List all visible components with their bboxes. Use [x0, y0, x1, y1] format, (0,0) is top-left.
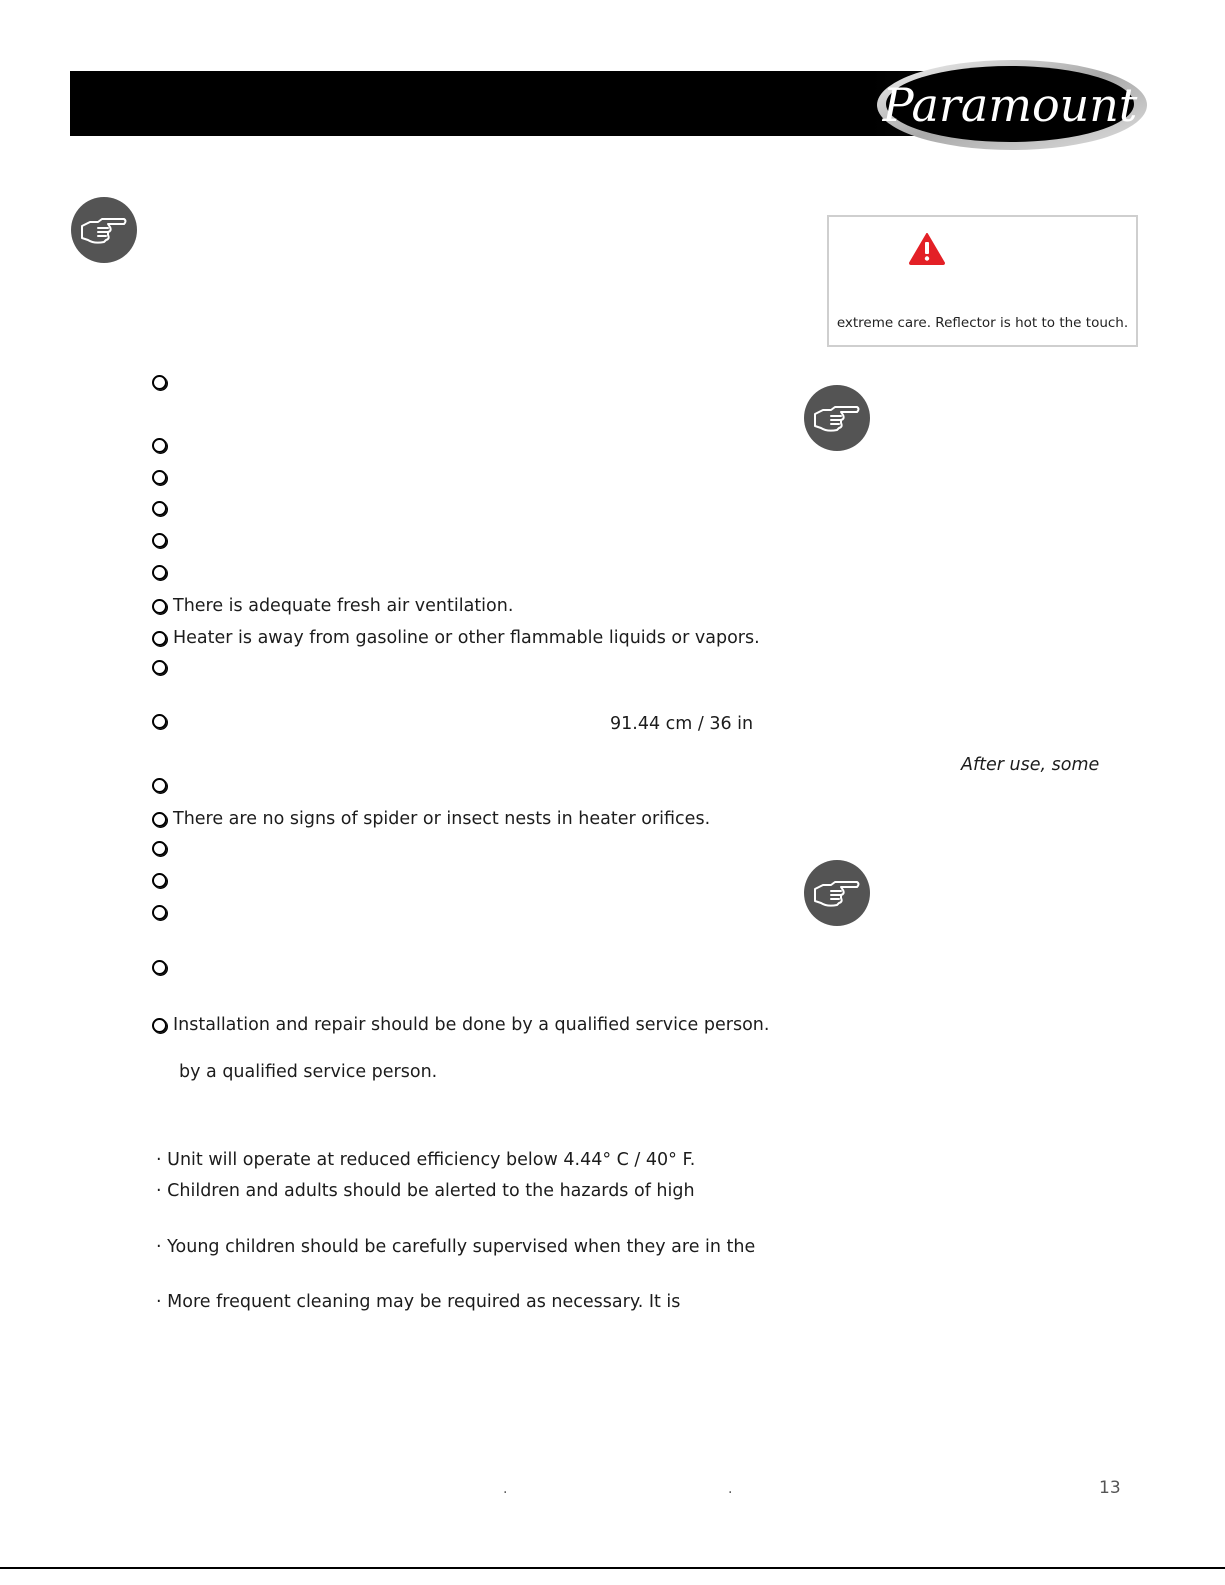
checkbox-ring-icon	[152, 812, 167, 827]
paramount-logo	[875, 58, 1150, 153]
warning-triangle-icon	[909, 233, 945, 265]
note-text: Unit will operate at reduced efficiency below 4.44° C / 40° F.	[167, 1150, 696, 1170]
checkbox-ring-icon	[152, 565, 167, 580]
note-item	[156, 1150, 695, 1170]
note-bullet: ·	[156, 1237, 162, 1257]
warning-box	[827, 215, 1138, 347]
checkbox-ring-icon	[152, 841, 167, 856]
checklist-item	[152, 905, 173, 920]
warning-text: extreme care. Reflector is hot to the touch.	[836, 315, 1129, 331]
note-item	[156, 1181, 695, 1201]
hand-pointing-icon	[804, 860, 870, 926]
checklist-item	[152, 565, 173, 580]
checklist-text: Heater is away from gasoline or other flammable liquids or vapors.	[173, 628, 760, 648]
checklist-item	[152, 628, 760, 648]
checklist-item	[152, 1015, 769, 1035]
clearance-value: 91.44 cm / 36 in	[610, 714, 754, 734]
checkbox-ring-icon	[152, 631, 167, 646]
checklist-item	[152, 375, 173, 390]
checklist-item	[152, 778, 173, 793]
note-bullet: ·	[156, 1150, 162, 1170]
hand-pointing-icon	[71, 197, 137, 263]
checklist-item	[152, 809, 710, 829]
checkbox-ring-icon	[152, 501, 167, 516]
checkbox-ring-icon	[152, 873, 167, 888]
note-text: Young children should be carefully supervised when they are in the	[167, 1237, 756, 1257]
footer-dot: .	[728, 1481, 733, 1497]
page-number: 13	[1099, 1478, 1121, 1498]
note-bullet: ·	[156, 1181, 162, 1201]
checklist-item	[152, 960, 173, 975]
checkbox-ring-icon	[152, 1018, 167, 1033]
checklist-item	[152, 660, 173, 675]
checklist-text: There are no signs of spider or insect nests in heater orifices.	[173, 809, 711, 829]
checklist-item	[152, 533, 173, 548]
qualified-note: by a qualified service person.	[179, 1062, 438, 1082]
checkbox-ring-icon	[152, 905, 167, 920]
note-bullet: ·	[156, 1292, 162, 1312]
checklist-text: Installation and repair should be done by a qualified service person.	[173, 1015, 770, 1035]
bottom-rule	[0, 1567, 1225, 1569]
checkbox-ring-icon	[152, 375, 167, 390]
note-text: Children and adults should be alerted to the hazards of high	[167, 1181, 695, 1201]
after-use-note: After use, some	[961, 755, 1100, 775]
checklist-item	[152, 501, 173, 516]
checklist-item	[152, 438, 173, 453]
checklist-text: There is adequate fresh air ventilation.	[173, 596, 514, 616]
checklist-item	[152, 841, 173, 856]
checkbox-ring-icon	[152, 714, 167, 729]
hand-pointing-icon	[804, 385, 870, 451]
note-text: More frequent cleaning may be required as necessary. It is	[167, 1292, 681, 1312]
checklist-item	[152, 714, 173, 729]
checklist-item	[152, 470, 173, 485]
checkbox-ring-icon	[152, 533, 167, 548]
footer-dot: .	[503, 1481, 508, 1497]
logo-wordmark: Paramount	[882, 78, 1138, 132]
checkbox-ring-icon	[152, 438, 167, 453]
checkbox-ring-icon	[152, 960, 167, 975]
checklist-item	[152, 596, 513, 616]
checkbox-ring-icon	[152, 470, 167, 485]
note-item	[156, 1292, 680, 1312]
checkbox-ring-icon	[152, 660, 167, 675]
checkbox-ring-icon	[152, 778, 167, 793]
note-item	[156, 1237, 755, 1257]
checkbox-ring-icon	[152, 599, 167, 614]
checklist-item	[152, 873, 173, 888]
